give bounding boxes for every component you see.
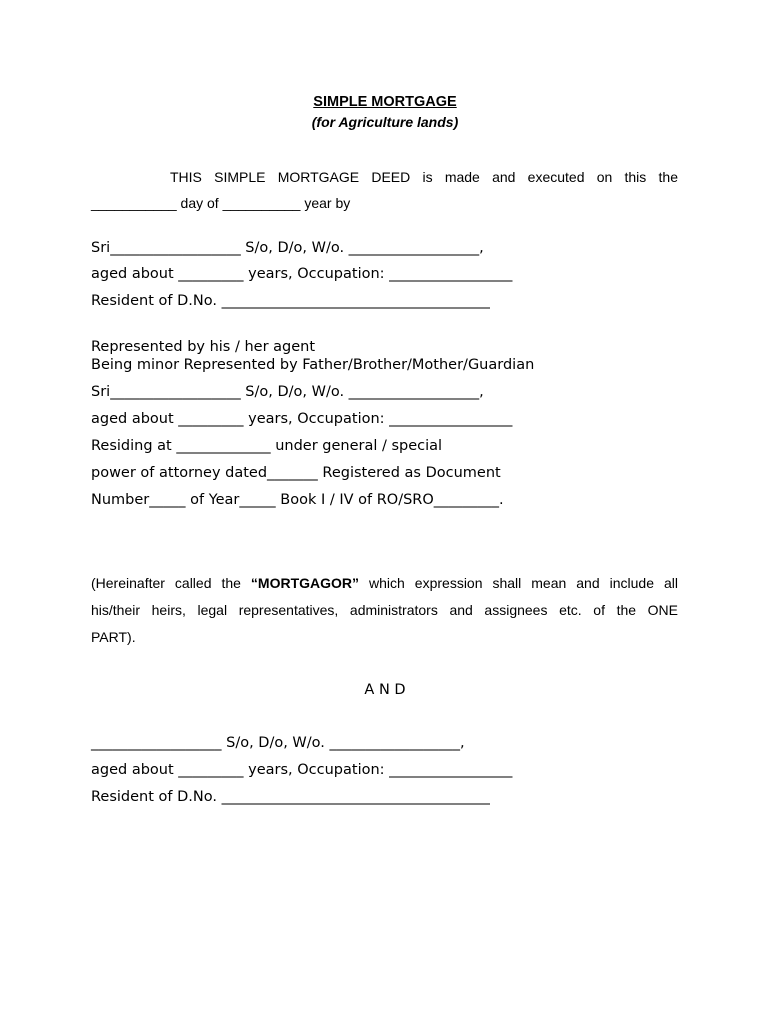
agent-line-1: Represented by his / her agent bbox=[91, 339, 316, 355]
mortgagee-name-line: __________________ S/o, D/o, W/o. __________________, bbox=[91, 735, 465, 751]
and-separator: A N D bbox=[364, 682, 406, 698]
mortgagor-term: “MORTGAGOR” bbox=[250, 575, 360, 591]
hereinafter-suffix: which expression shall mean and include all bbox=[359, 575, 678, 591]
mortgagor-resident-line: Resident of D.No. _____________________________________ bbox=[91, 293, 490, 309]
agent-line-2: Being minor Represented by Father/Brother/Mother/Guardian bbox=[91, 357, 535, 373]
mortgagor-name-line: Sri__________________ S/o, D/o, W/o. __________________, bbox=[91, 240, 484, 256]
hereinafter-line-2: his/their heirs, legal representatives, administrators and assignees etc. of the ONE bbox=[91, 602, 678, 618]
agent-name-line: Sri__________________ S/o, D/o, W/o. __________________, bbox=[91, 384, 484, 400]
hereinafter-prefix: (Hereinafter called the bbox=[91, 575, 251, 591]
document-title: SIMPLE MORTGAGE bbox=[313, 94, 457, 110]
mortgagee-age-line: aged about _________ years, Occupation: _________________ bbox=[91, 762, 513, 778]
agent-poa-line: power of attorney dated_______ Registered as Document bbox=[91, 465, 501, 481]
mortgagee-resident-line: Resident of D.No. _____________________________________ bbox=[91, 789, 490, 805]
agent-age-line: aged about _________ years, Occupation: _________________ bbox=[91, 411, 513, 427]
hereinafter-line-1 bbox=[91, 575, 678, 591]
agent-document-line: Number_____ of Year_____ Book I / IV of RO/SRO_________. bbox=[91, 492, 504, 508]
mortgagor-age-line: aged about _________ years, Occupation: _________________ bbox=[91, 266, 513, 282]
document-subtitle: (for Agriculture lands) bbox=[311, 114, 459, 130]
hereinafter-line-3: PART). bbox=[91, 629, 136, 645]
intro-line-2: ___________ day of __________ year by bbox=[91, 195, 351, 211]
agent-residing-line: Residing at _____________ under general / special bbox=[91, 438, 443, 454]
intro-line-1: THIS SIMPLE MORTGAGE DEED is made and executed on this the bbox=[170, 169, 678, 185]
